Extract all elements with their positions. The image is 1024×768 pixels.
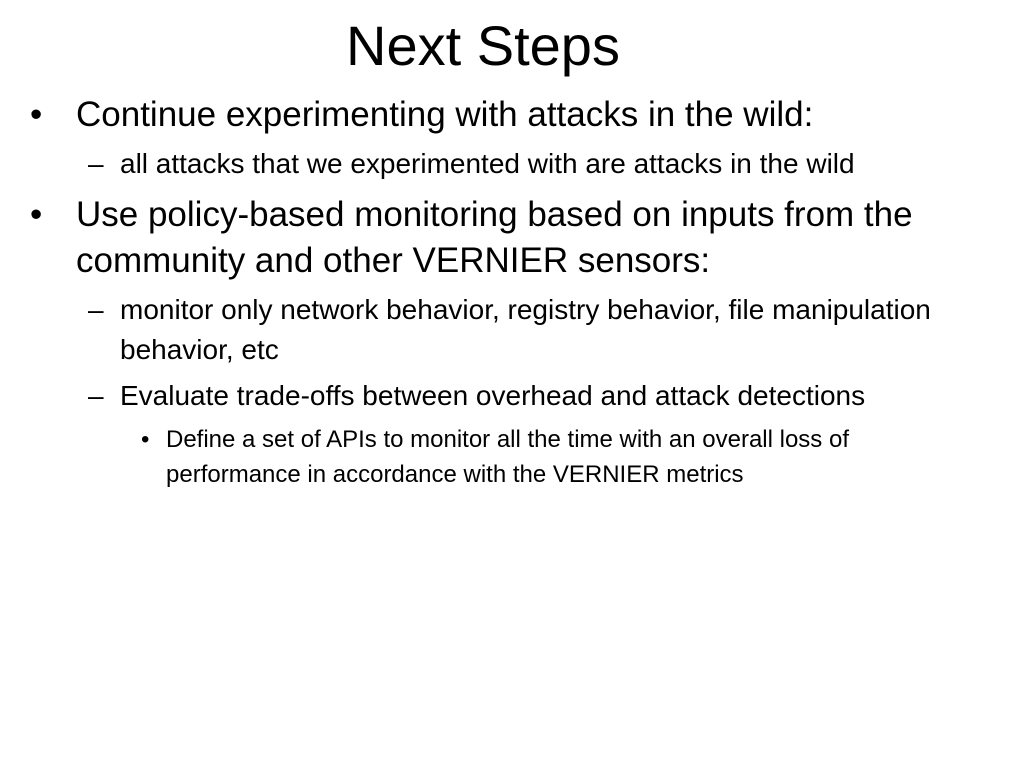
sub-bullet-text: Evaluate trade-offs between overhead and attack detections: [120, 380, 866, 411]
bullet-text: Use policy-based monitoring based on inputs from the community and other VERNIER sensors:: [76, 195, 913, 280]
sub-bullet-item: [28, 144, 988, 184]
bullet-item: [28, 192, 988, 284]
sub-bullet-text: monitor only network behavior, registry behavior, file manipulation behavior, etc: [120, 294, 931, 365]
sub-bullet-text: all attacks that we experimented with are attacks in the wild: [120, 148, 855, 179]
dash-marker: –: [88, 294, 104, 325]
sub-bullet-item: [28, 376, 988, 416]
bullet-text: Continue experimenting with attacks in the wild:: [76, 95, 814, 134]
slide-title: Next Steps: [346, 14, 620, 77]
sub-bullet-item: [28, 290, 988, 370]
sub-sub-bullet-text: Define a set of APIs to monitor all the time with an overall loss of performance in accordance with the VERNIER metrics: [166, 426, 849, 488]
sub-sub-bullet-item: [28, 422, 988, 492]
bullet-item: [28, 92, 988, 138]
dash-marker: –: [88, 148, 104, 179]
bullet-marker: •: [30, 195, 43, 234]
dash-marker: –: [88, 380, 104, 411]
bullet-marker: •: [141, 426, 150, 453]
bullet-marker: •: [30, 95, 43, 134]
bullet-list: [28, 92, 988, 492]
